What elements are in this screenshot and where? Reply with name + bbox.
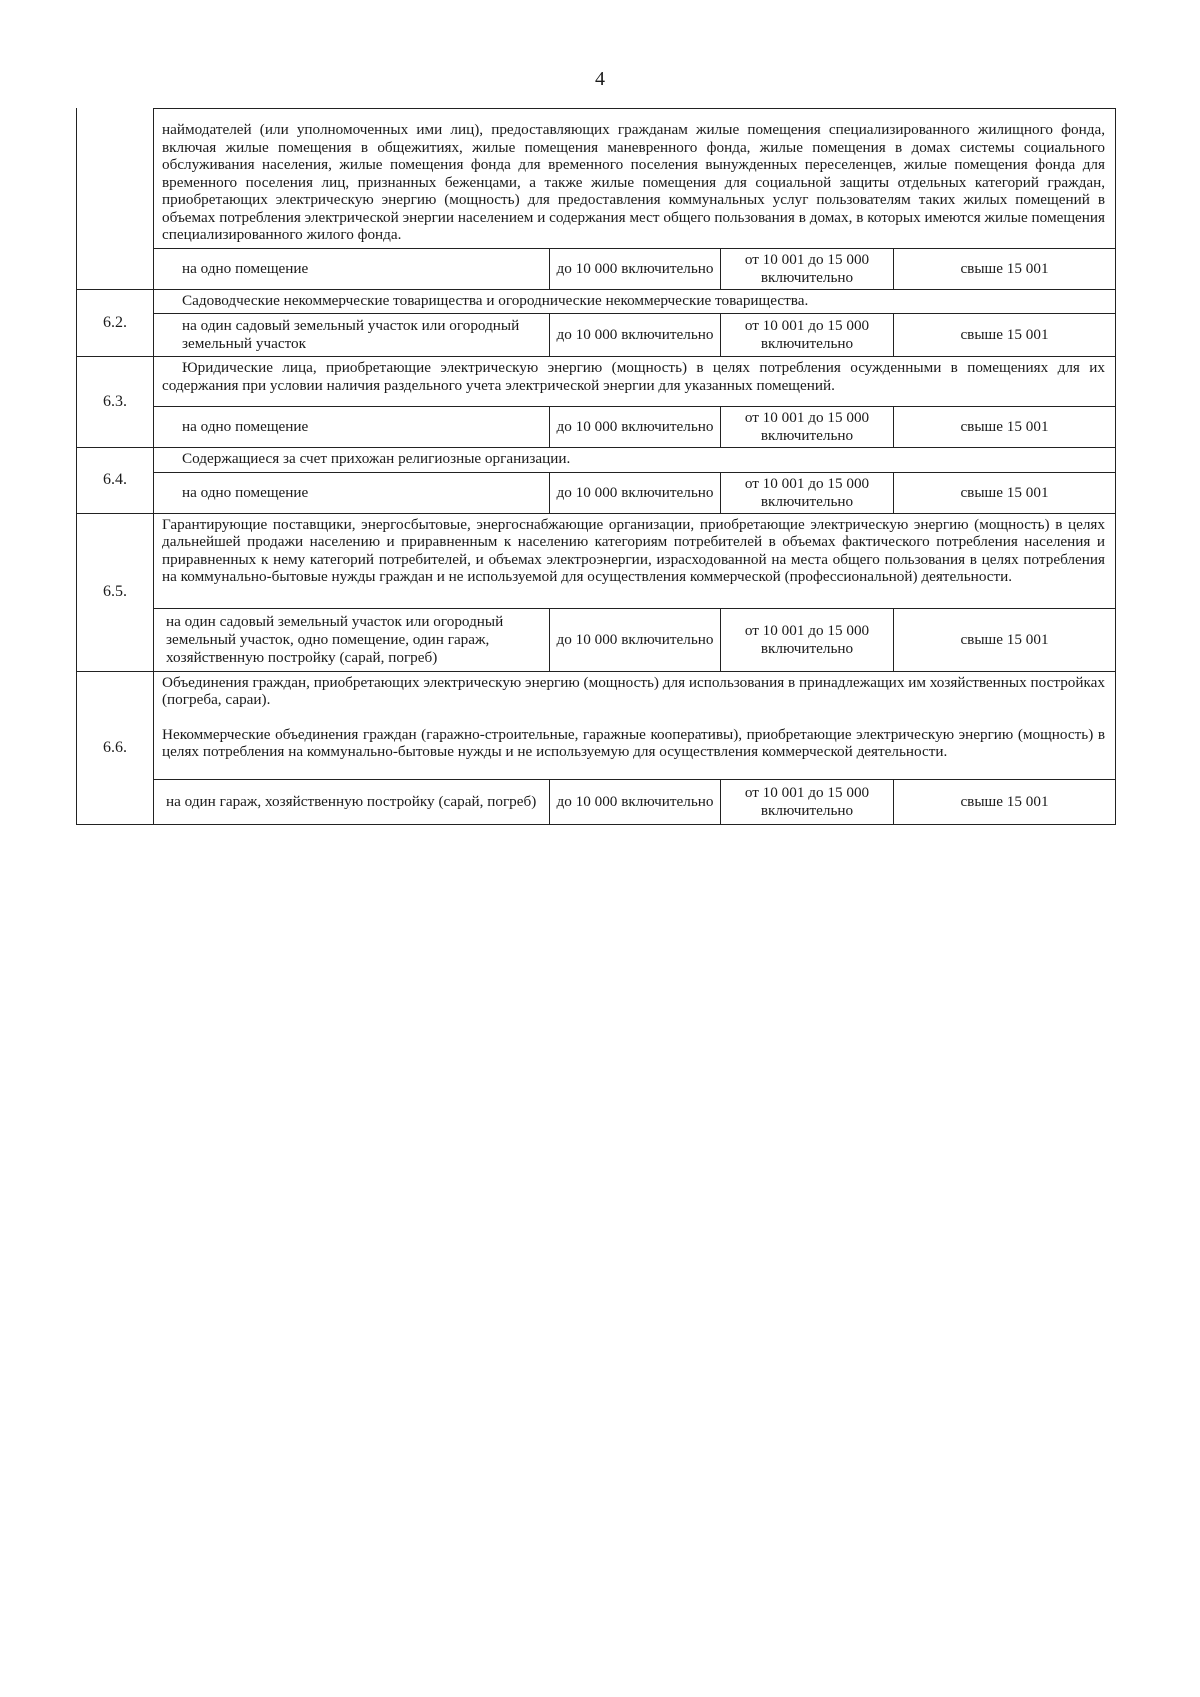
section-description (154, 672, 1116, 779)
section-number: 6.3. (76, 357, 154, 447)
range-mid-cell: от 10 001 до 15 000 включительно (721, 249, 894, 289)
section-6-6 (76, 671, 1116, 825)
description-paragraph: Гарантирующие поставщики, энергосбытовые, энергоснабжающие организации, приобретающие электрическую энергию (мощность) в целях дальнейшей продажи населению и приравненным к населению категориям потребителей в объемах фактического потребления населения и приравненных к нему категорий потребителей, и объемах электроэнергии, израсходованной на места общего пользования в целях потребления на коммунально-бытовые нужды граждан и не используемой для осуществления коммерческой (профессиональной) деятельности. (162, 515, 1105, 585)
range-low-cell: до 10 000 включительно (550, 609, 721, 671)
description-paragraph: Некоммерческие объединения граждан (гаражно-строительные, гаражные кооперативы), приобретающие электрическую энергию (мощность) в целях потребления на коммунально-бытовые нужды и не используемую для осуществления коммерческой деятельности. (162, 725, 1105, 760)
description-paragraph: Садоводческие некоммерческие товарищества и огороднические некоммерческие товарищества. (182, 291, 809, 309)
table-row (154, 248, 1116, 289)
range-mid-cell: от 10 001 до 15 000 включительно (721, 473, 894, 513)
description-paragraph: Юридические лица, приобретающие электрическую энергию (мощность) в целях потребления осужденными в помещениях для их содержания при условии наличия раздельного учета электрической энергии для указанных помещений. (162, 359, 1105, 394)
section-6-2 (76, 289, 1116, 357)
section-continuation (76, 108, 1116, 289)
section-6-4 (76, 447, 1116, 513)
unit-cell: на одно помещение (154, 249, 550, 289)
unit-cell: на одно помещение (154, 407, 550, 447)
section-description (154, 448, 1116, 472)
range-mid-cell: от 10 001 до 15 000 включительно (721, 407, 894, 447)
range-low-cell: до 10 000 включительно (550, 249, 721, 289)
range-high-cell: свыше 15 001 (960, 792, 1049, 810)
range-mid-cell: от 10 001 до 15 000 включительно (721, 609, 894, 671)
range-low-cell: до 10 000 включительно (550, 407, 721, 447)
section-number (76, 108, 154, 289)
section-6-3 (76, 356, 1116, 447)
table-row (154, 779, 1116, 824)
section-number: 6.4. (76, 448, 154, 513)
table-row (154, 406, 1116, 447)
range-mid-cell: от 10 001 до 15 000 включительно (721, 314, 894, 356)
section-number: 6.6. (76, 672, 154, 824)
description-paragraph: Объединения граждан, приобретающих электрическую энергию (мощность) для использования в принадлежащих им хозяйственных постройках (погреба, сараи). (162, 673, 1105, 708)
section-number: 6.2. (76, 290, 154, 357)
range-high-cell: свыше 15 001 (960, 326, 1049, 343)
page-number: 4 (595, 68, 605, 90)
section-description (154, 357, 1116, 406)
tariff-table (76, 108, 1116, 825)
range-low-cell: до 10 000 включительно (550, 314, 721, 356)
range-high-cell: свыше 15 001 (960, 483, 1049, 501)
range-high-cell: свыше 15 001 (960, 630, 1049, 648)
range-high-cell: свыше 15 001 (960, 259, 1049, 277)
description-paragraph: Содержащиеся за счет прихожан религиозные организации. (182, 450, 571, 467)
range-low-cell: до 10 000 включительно (550, 780, 721, 824)
section-description (154, 108, 1116, 248)
range-high-cell: свыше 15 001 (960, 418, 1049, 435)
section-number: 6.5. (76, 514, 154, 671)
unit-cell: на один гараж, хозяйственную постройку (сарай, погреб) (154, 780, 550, 824)
range-mid-cell: от 10 001 до 15 000 включительно (721, 780, 894, 824)
section-description (154, 290, 1116, 314)
description-paragraph: наймодателей (или уполномоченных ими лиц), предоставляющих гражданам жилые помещения специализированного жилищного фонда, включая жилые помещения в общежитиях, жилые помещения маневренного фонда, жилые помещения в домах системы социального обслуживания населения, жилые помещения фонда для временного поселения вынужденных переселенцев, жилые помещения фонда для временного поселения лиц, признанных беженцами, а также жилые помещения для социальной защиты отдельных категорий граждан, приобретающих электрическую энергию (мощность) для предоставления коммунальных услуг пользователям таких жилых помещений в объемах потребления электрической энергии населением и содержания мест общего пользования в домах, в которых имеются жилые помещения специализированного жилого фонда. (162, 121, 1105, 243)
unit-cell: на один садовый земельный участок или огородный земельный участок (154, 314, 550, 356)
table-row (154, 472, 1116, 513)
table-row (154, 608, 1116, 671)
section-description (154, 514, 1116, 608)
range-low-cell: до 10 000 включительно (550, 473, 721, 513)
unit-cell: на один садовый земельный участок или огородный земельный участок, одно помещение, один гараж, хозяйственную постройку (сарай, погреб) (154, 609, 550, 671)
section-6-5 (76, 513, 1116, 671)
table-row (154, 313, 1116, 356)
unit-cell: на одно помещение (154, 473, 550, 513)
